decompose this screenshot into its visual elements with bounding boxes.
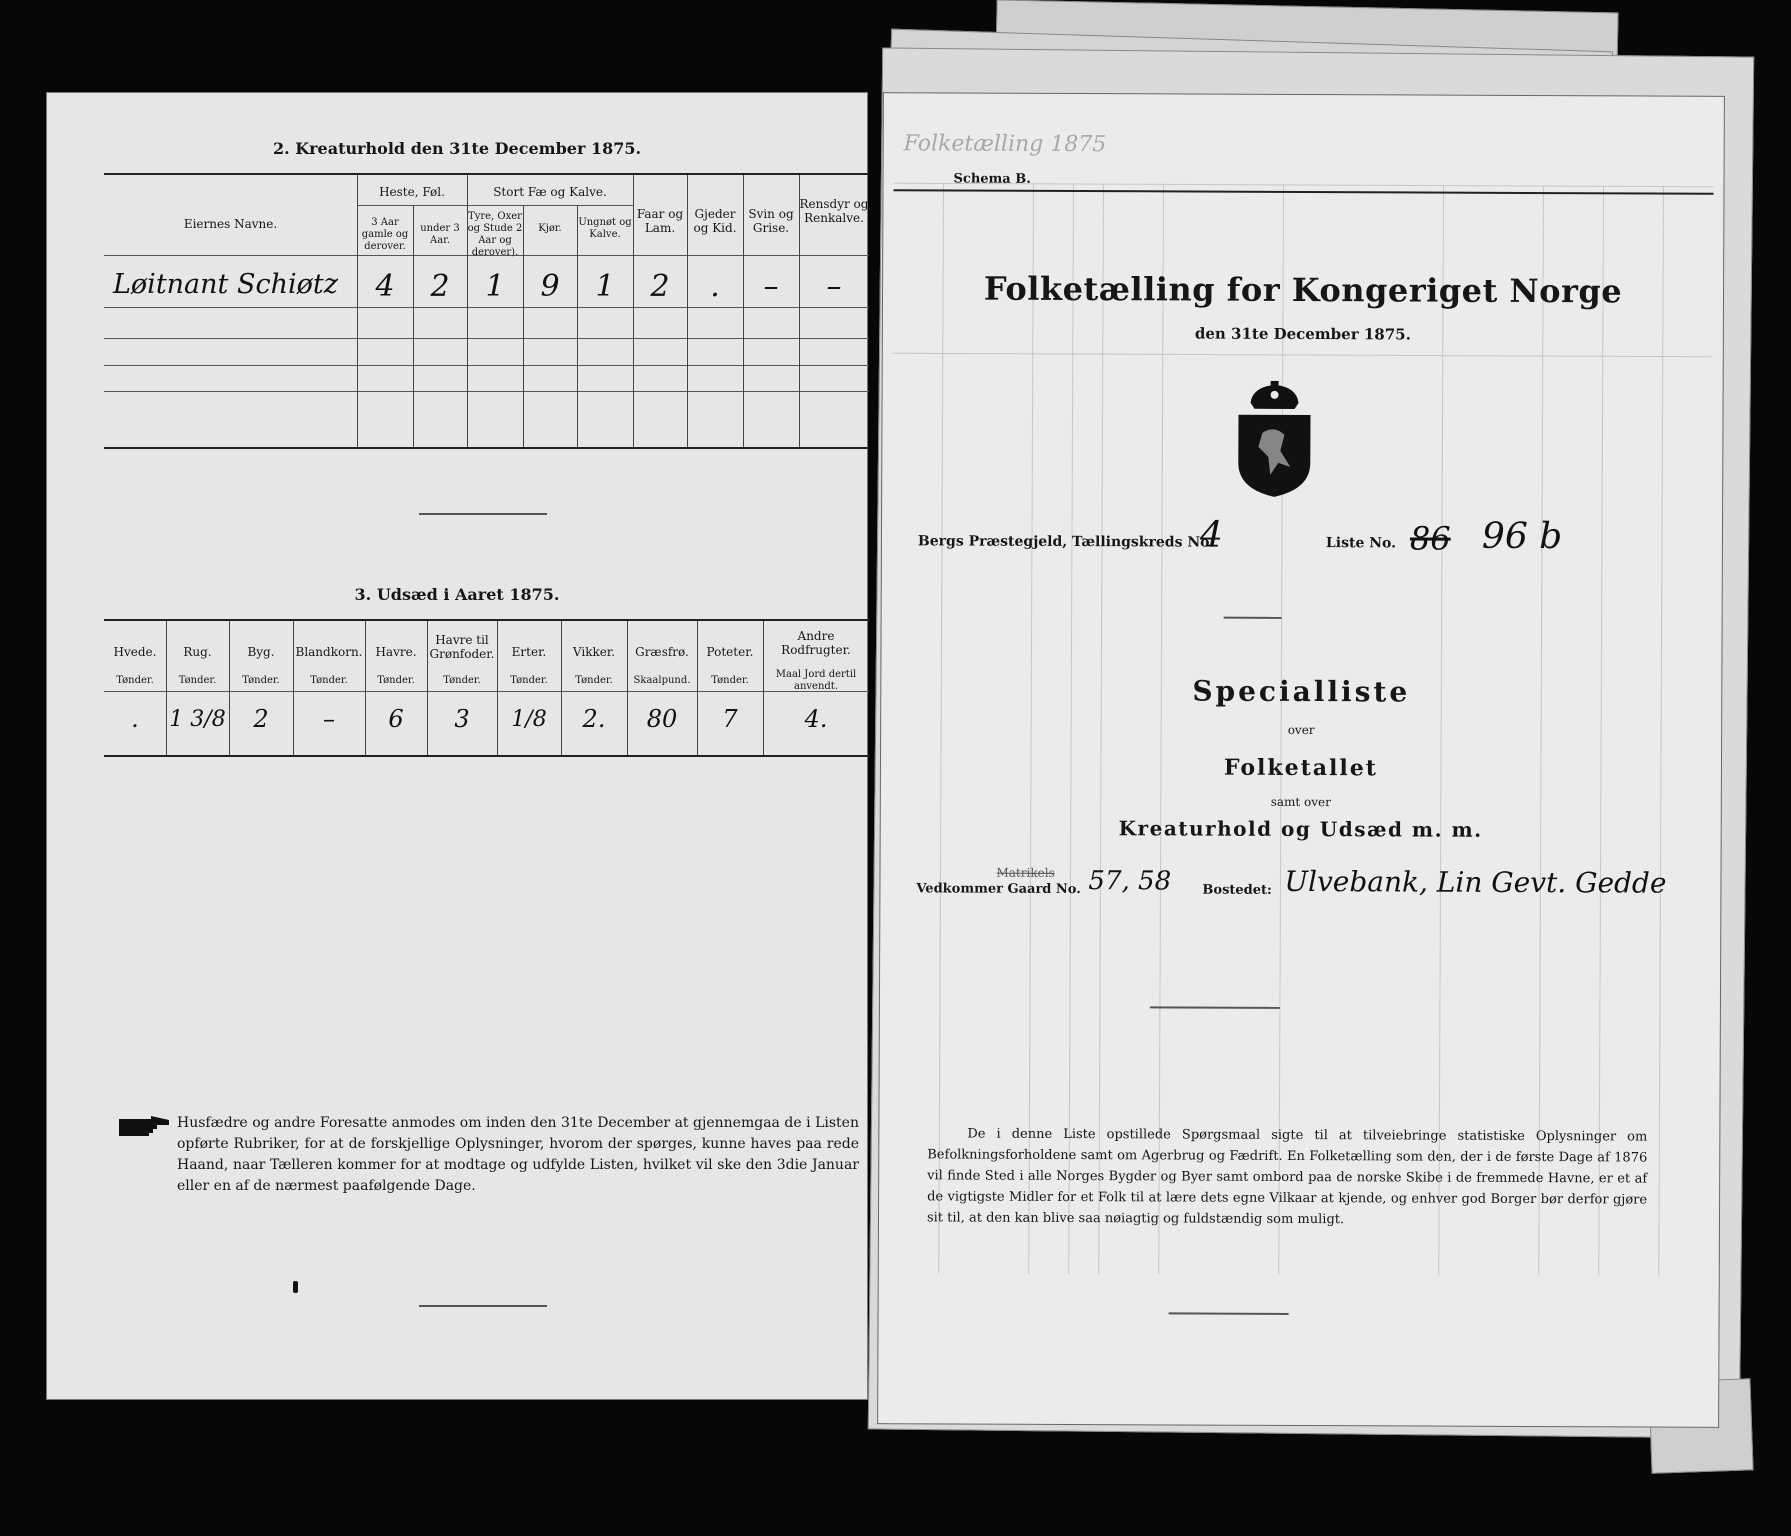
- table-rule: [104, 691, 869, 692]
- folketallet-heading: Folketallet: [1223, 754, 1379, 782]
- ink-dot: [293, 1281, 298, 1293]
- udsaed-unit: Tønder.: [310, 675, 348, 686]
- kjor-header: Kjør.: [538, 223, 562, 234]
- udsaed-header: Andre Rodfrugter.: [781, 629, 851, 657]
- udsaed-header: Blandkorn.: [295, 645, 363, 659]
- heste-group-header: Heste, Føl.: [379, 185, 445, 199]
- udsaed-value: .: [131, 705, 139, 733]
- udsaed-value: 80: [646, 705, 678, 733]
- gjeder-header: Gjeder og Kid.: [693, 207, 737, 235]
- table-divider: [357, 175, 358, 447]
- district-value: 4: [1199, 514, 1223, 556]
- info-paragraph: De i denne Liste opstillede Spørgsmaal sigte til at tilveiebringe statistiske Oplysninger om Befolkningsforholdene samt om Agerbrug og Fædrift. En Folketælling som den, der i de første Dage af 1876 vil finde Sted i alle Norges Bygder og Byer samt ombord paa de norske Skibe i de fremmede Havne, er et af de vigtigste Midler for et Folk til at lære dets egne Vilkaar at kjende, og enhver god Borger bør derfor gjøre sit til, at den kan blive saa nøiagtig og fuldstændig som muligt.: [926, 1126, 1648, 1228]
- stort-group-header: Stort Fæ og Kalve.: [493, 185, 607, 199]
- udsaed-value: –: [323, 705, 335, 733]
- udsaed-unit: Tønder.: [443, 675, 481, 686]
- kreaturhold-title: 2. Kreaturhold den 31te December 1875.: [272, 139, 642, 158]
- udsaed-header: Havre.: [375, 645, 417, 659]
- table-divider: [697, 621, 698, 755]
- udsaed-value: 6: [388, 705, 404, 733]
- handwritten-top: Folketælling 1875: [903, 131, 1107, 158]
- udsaed-unit: Tønder.: [575, 675, 613, 686]
- udsaed-unit: Tønder.: [242, 675, 280, 686]
- left-page: [46, 92, 868, 1400]
- udsaed-value: 2: [253, 705, 269, 733]
- kreatur-value: 2: [650, 269, 670, 304]
- separator-line: [419, 1305, 547, 1307]
- separator-line: [419, 513, 547, 515]
- bosted-value: Ulvebank, Lin Gevt. Gedde: [1284, 864, 1667, 900]
- udsaed-value: 1 3/8: [169, 707, 226, 732]
- kreatur-value: 1: [595, 269, 615, 304]
- district-label: Bergs Præstegjeld, Tællingskreds No.: [917, 533, 1215, 551]
- table-rule: [104, 447, 869, 449]
- table-rule: [104, 391, 869, 392]
- kreatur-value: 4: [375, 269, 395, 304]
- table-divider: [577, 205, 578, 447]
- udsaed-header: Poteter.: [706, 645, 754, 659]
- separator-line: [1224, 617, 1282, 619]
- kreatur-value: 1: [485, 269, 505, 304]
- udsaed-header: Hvede.: [113, 645, 157, 659]
- table-rule: [104, 173, 869, 175]
- rensdyr-header: Rensdyr og Renkalve.: [799, 197, 869, 225]
- udsaed-unit: Skaalpund.: [633, 675, 691, 686]
- faar-header: Faar og Lam.: [636, 207, 684, 235]
- udsaed-value: 3: [454, 705, 470, 733]
- table-rule: [104, 338, 869, 339]
- table-rule: [104, 307, 869, 308]
- udsaed-value: 4.: [804, 705, 828, 733]
- table-divider: [497, 621, 498, 755]
- specialliste-heading: Specialliste: [1192, 674, 1411, 709]
- udsaed-header: Byg.: [247, 645, 275, 659]
- samt-over-text: samt over: [1270, 794, 1331, 810]
- main-title: Folketælling for Kongeriget Norge: [983, 269, 1623, 311]
- table-divider: [627, 621, 628, 755]
- pointing-hand-icon: [117, 1115, 171, 1137]
- kreatur-value: 2: [430, 269, 450, 304]
- udsaed-header: Rug.: [183, 645, 212, 659]
- udsaed-header: Græsfrø.: [635, 645, 689, 659]
- udsaed-value: 1/8: [511, 707, 547, 732]
- over-text: over: [1287, 722, 1315, 738]
- tyre-header: Tyre, Oxer og Stude 2 Aar og derover).: [467, 211, 523, 258]
- col-name-header: Eiernes Navne.: [183, 217, 278, 231]
- udsaed-unit: Tønder.: [178, 675, 217, 686]
- notice-text: Husfædre og andre Foresatte anmodes om inden den 31te December at gjennemgaa de i Listen opførte Rubriker, for at de forskjellige Oplysninger, hvorom der spørges, kunne haves paa rede Haand, naar Tælleren kommer for at modtage og udfylde Listen, hvilket vil ske den 3die Januar eller en af de nærmest paafølgende Dage.: [177, 1115, 859, 1194]
- svin-header: Svin og Grise.: [748, 207, 794, 235]
- udsaed-value: 7: [722, 705, 738, 733]
- liste-struck: 86: [1409, 519, 1451, 558]
- vedkommer-struck: Matrikels: [996, 865, 1055, 880]
- right-page: [877, 92, 1725, 1428]
- ungnot-header: Ungnøt og Kalve.: [578, 217, 632, 240]
- table-divider: [365, 621, 366, 755]
- liste-value: 96 b: [1481, 515, 1563, 558]
- kreatur-value: –: [826, 269, 842, 304]
- kreatur-value: 9: [540, 269, 560, 304]
- table-rule: [104, 755, 869, 757]
- coat-of-arms-icon: [1232, 381, 1317, 499]
- udsaed-unit: Tønder.: [116, 675, 154, 686]
- udsaed-header: Erter.: [511, 645, 547, 659]
- kreaturhold-heading: Kreaturhold og Udsæd m. m.: [1118, 816, 1483, 842]
- udsaed-value: 2.: [582, 705, 606, 733]
- table-divider: [293, 621, 294, 755]
- gaard-no: 57, 58: [1088, 866, 1172, 897]
- udsaed-header: Vikker.: [572, 645, 616, 659]
- bosted-label: Bostedet:: [1202, 882, 1272, 898]
- separator-line: [1169, 1312, 1289, 1315]
- owner-name: Løitnant Schiøtz: [113, 269, 338, 300]
- udsaed-unit: Tønder.: [711, 675, 749, 686]
- table-rule: [357, 205, 633, 206]
- table-divider: [229, 621, 230, 755]
- table-rule: [104, 619, 869, 621]
- kreatur-value: .: [710, 269, 720, 304]
- udsaed-unit: Maal Jord dertil anvendt.: [775, 669, 857, 692]
- heste-young-header: under 3 Aar.: [420, 223, 460, 246]
- main-date: den 31te December 1875.: [1194, 324, 1411, 344]
- liste-label: Liste No.: [1325, 535, 1397, 552]
- schema-label: Schema B.: [953, 171, 1031, 187]
- vedkommer-label: Vedkommer Gaard No.: [916, 881, 1081, 898]
- kreatur-value: –: [763, 269, 779, 304]
- heste-old-header: 3 Aar gamle og derover.: [361, 217, 409, 252]
- table-divider: [166, 621, 167, 755]
- udsaed-unit: Tønder.: [377, 675, 415, 686]
- table-rule: [104, 365, 869, 366]
- udsaed-header: Havre til Grønfoder.: [429, 633, 495, 661]
- udsaed-title: 3. Udsæd i Aaret 1875.: [354, 585, 560, 604]
- table-divider: [523, 205, 524, 447]
- udsaed-unit: Tønder.: [510, 675, 548, 686]
- table-divider: [561, 621, 562, 755]
